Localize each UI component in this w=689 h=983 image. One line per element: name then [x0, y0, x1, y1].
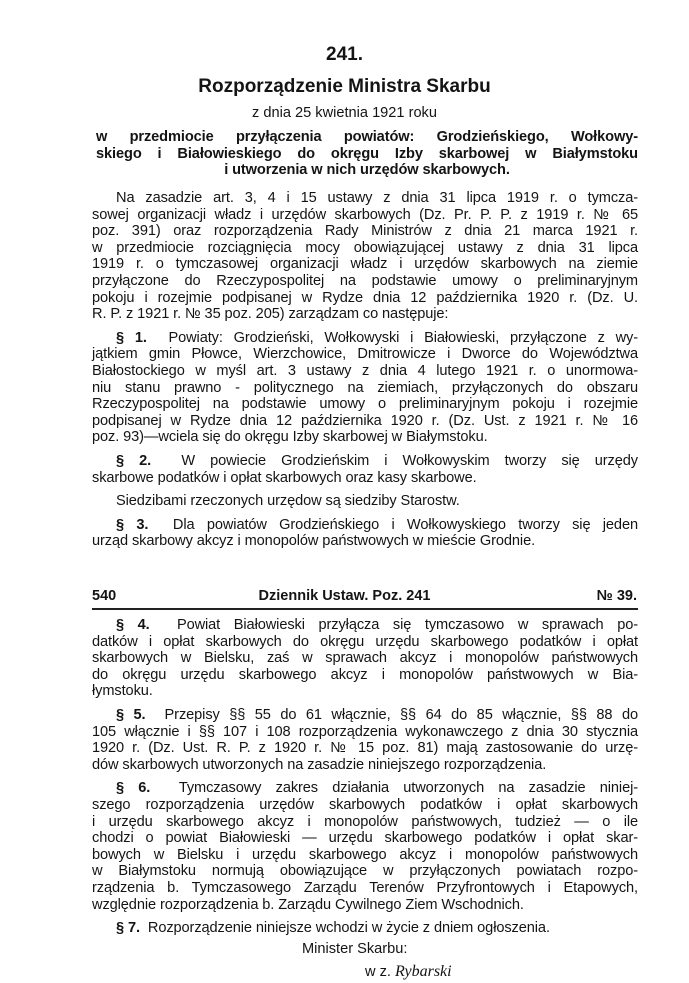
text-line: sowej organizacji władz i urzędów skarbowych (Dz. Pr. P. P. z 1919 r. № 65 — [92, 206, 638, 223]
text-line: chodzi o powiat Białowieski — urzędu skarbowego podatków i opłat skar- — [92, 830, 638, 847]
subject-line: skiego i Białowieskiego do okręgu Izby skarbowej w Białymstoku — [96, 145, 638, 162]
section-paragraph — [92, 920, 638, 937]
text-line: skarbowych w Bielsku, zaś w sprawach akcyz i monopolów państwowych — [92, 650, 638, 667]
text-line — [92, 330, 638, 347]
section-paragraph — [92, 707, 638, 773]
text-line: Białostockiego w myśl art. 3 ustawy z dnia 4 lutego 1921 r. o unormowa- — [92, 362, 638, 379]
section-paragraph — [92, 617, 638, 700]
line-text: W powiecie Grodzieńskim i Wołkowyskim tworzy się urzędy — [181, 452, 638, 469]
text-line: szego rozporządzenia urzędów skarbowych podatków i opłat skarbowych — [92, 796, 638, 813]
text-line — [92, 517, 638, 534]
text-line — [92, 453, 638, 470]
text-line: urząd skarbowy akcyz i monopolów państwowych w mieście Grodnie. — [92, 533, 536, 550]
section-number: § 7. — [116, 920, 140, 937]
text-line — [92, 617, 638, 634]
section-paragraph — [92, 330, 638, 446]
section-paragraph — [92, 780, 638, 913]
body-top — [92, 190, 638, 557]
text-line: do okręgu urzędu skarbowego akcyz i monopolów państwowych w Bia- — [92, 666, 638, 683]
text-line: względnie rozporządzenia b. Zarządu Cywilnego Ziem Wschodnich. — [92, 896, 524, 913]
act-date: z dnia 25 kwietnia 1921 roku — [252, 105, 437, 121]
section-paragraph — [92, 453, 638, 486]
subject-line: i utworzenia w nich urzędów skarbowych. — [224, 162, 510, 179]
text-line: łymstoku. — [92, 683, 153, 700]
text-line: poz. 391) oraz rozporządzenia Rady Ministrów z dnia 21 marca 1921 r. — [92, 223, 638, 240]
signature-name: Rybarski — [395, 963, 452, 980]
text-line: 1920 r. (Dz. Ust. R. P. z 1920 r. № 15 poz. 81) mają zastosowanie do urzę- — [92, 740, 638, 757]
text-line: Siedzibami rzeczonych urzędow są siedziby Starostw. — [116, 493, 460, 510]
text-line: i urzędu skarbowego akcyz i monopolów państwowych, tudzież — o ile — [92, 813, 638, 830]
text-line: 105 włącznie i §§ 107 i 108 rozporządzenia wykonawczego z dnia 30 stycznia — [92, 723, 638, 740]
line-text: Dla powiatów Grodzieńskiego i Wołkowyskiego tworzy się jeden — [172, 516, 638, 533]
line-text: Przepisy §§ 55 do 61 włącznie, §§ 64 do 85 włącznie, §§ 88 do — [164, 706, 638, 723]
page-number: 540 — [92, 588, 117, 604]
text-line: poz. 93)—wciela się do okręgu Izby skarbowej w Białymstoku. — [92, 429, 488, 446]
paragraph — [92, 190, 638, 323]
text-line: Na zasadzie art. 3, 4 i 15 ustawy z dnia 31 lipca 1919 r. o tymcza- — [116, 190, 638, 206]
text-line — [92, 707, 638, 724]
text-line: bowych w Bielsku i urzędu skarbowego akcyz i monopolów państwowych — [92, 846, 638, 863]
signature-role: Minister Skarbu: — [302, 941, 408, 957]
line-text: Tymczasowy zakres działania utworzonych na zasadzie niniej- — [178, 780, 638, 797]
issue-number: № 39. — [596, 588, 637, 604]
text-line: jątkiem gmin Płowce, Wierzchowice, Dmitrowicze i Dworce do Województwa — [92, 346, 638, 363]
text-line: datków i opłat skarbowych do okręgu urzędu skarbowego podatków i opłat — [92, 633, 638, 650]
signature-prefix: w z. — [365, 964, 391, 980]
act-title: Rozporządzenie Ministra Skarbu — [198, 76, 491, 97]
section-number: § 1. — [116, 329, 147, 346]
section-number: § 3. — [116, 516, 149, 533]
act-number: 241. — [326, 44, 363, 65]
text-line — [92, 920, 638, 937]
text-line: 1919 r. o tymczasowej organizacji władz i urzędów skarbowych na ziemie — [92, 256, 638, 273]
section-number: § 2. — [116, 452, 152, 469]
text-line: w Białymstoku normują obowiązujące w przyłączonych powiatach rozpo- — [92, 863, 638, 880]
text-line: pokoju i rozejmie podpisanej w Rydze dnia 12 października 1920 r. (Dz. U. — [92, 289, 638, 306]
paragraph — [92, 493, 638, 510]
text-line: dów skarbowych utworzonych na zasadzie niniejszego rozporządzenia. — [92, 756, 547, 773]
text-line: R. P. z 1921 r. № 35 poz. 205) zarządzam co następuje: — [92, 306, 449, 323]
header-rule — [92, 608, 638, 610]
text-line: rządzenia b. Tymczasowego Zarządu Terenów Przyfrontowych i Etapowych, — [92, 879, 638, 896]
line-text: Powiat Białowieski przyłącza się tymczasowo w sprawach po- — [176, 617, 638, 633]
line-text: Powiaty: Grodzieński, Wołkowyski i Białowieski, przyłączone z wy- — [168, 329, 638, 346]
signature — [365, 963, 452, 981]
text-line: Rzeczypospolitej na podstawie umowy o preliminaryjnym pokoju i rozejmie — [92, 396, 638, 413]
text-line: skarbowe podatków i opłat skarbowych oraz kasy skarbowe. — [92, 469, 477, 486]
body-bottom — [92, 617, 638, 944]
text-line: w przedmiocie rozciągnięcia mocy obowiązującej ustawy z dnia 31 lipca — [92, 239, 638, 256]
text-line — [92, 780, 638, 797]
act-subject — [96, 129, 638, 179]
line-text: Rozporządzenie niniejsze wchodzi w życie z dniem ogłoszenia. — [147, 920, 550, 937]
subject-line: w przedmiocie przyłączenia powiatów: Grodzieńskiego, Wołkowy- — [96, 129, 638, 145]
section-number: § 4. — [116, 617, 150, 633]
text-line: niu stanu prawno - politycznego na ziemiach, przyłączonych do obszaru — [92, 379, 638, 396]
journal-title: Dziennik Ustaw. Poz. 241 — [258, 588, 431, 604]
section-paragraph — [92, 517, 638, 550]
text-line: podpisanej w Rydze dnia 12 października 1920 r. (Dz. Ust. z 1921 r. № 16 — [92, 412, 638, 429]
section-number: § 5. — [116, 706, 146, 723]
text-line: przyłączone do Rzeczypospolitej na podstawie umowy o preliminaryjnym — [92, 272, 638, 289]
section-number: § 6. — [116, 780, 151, 797]
